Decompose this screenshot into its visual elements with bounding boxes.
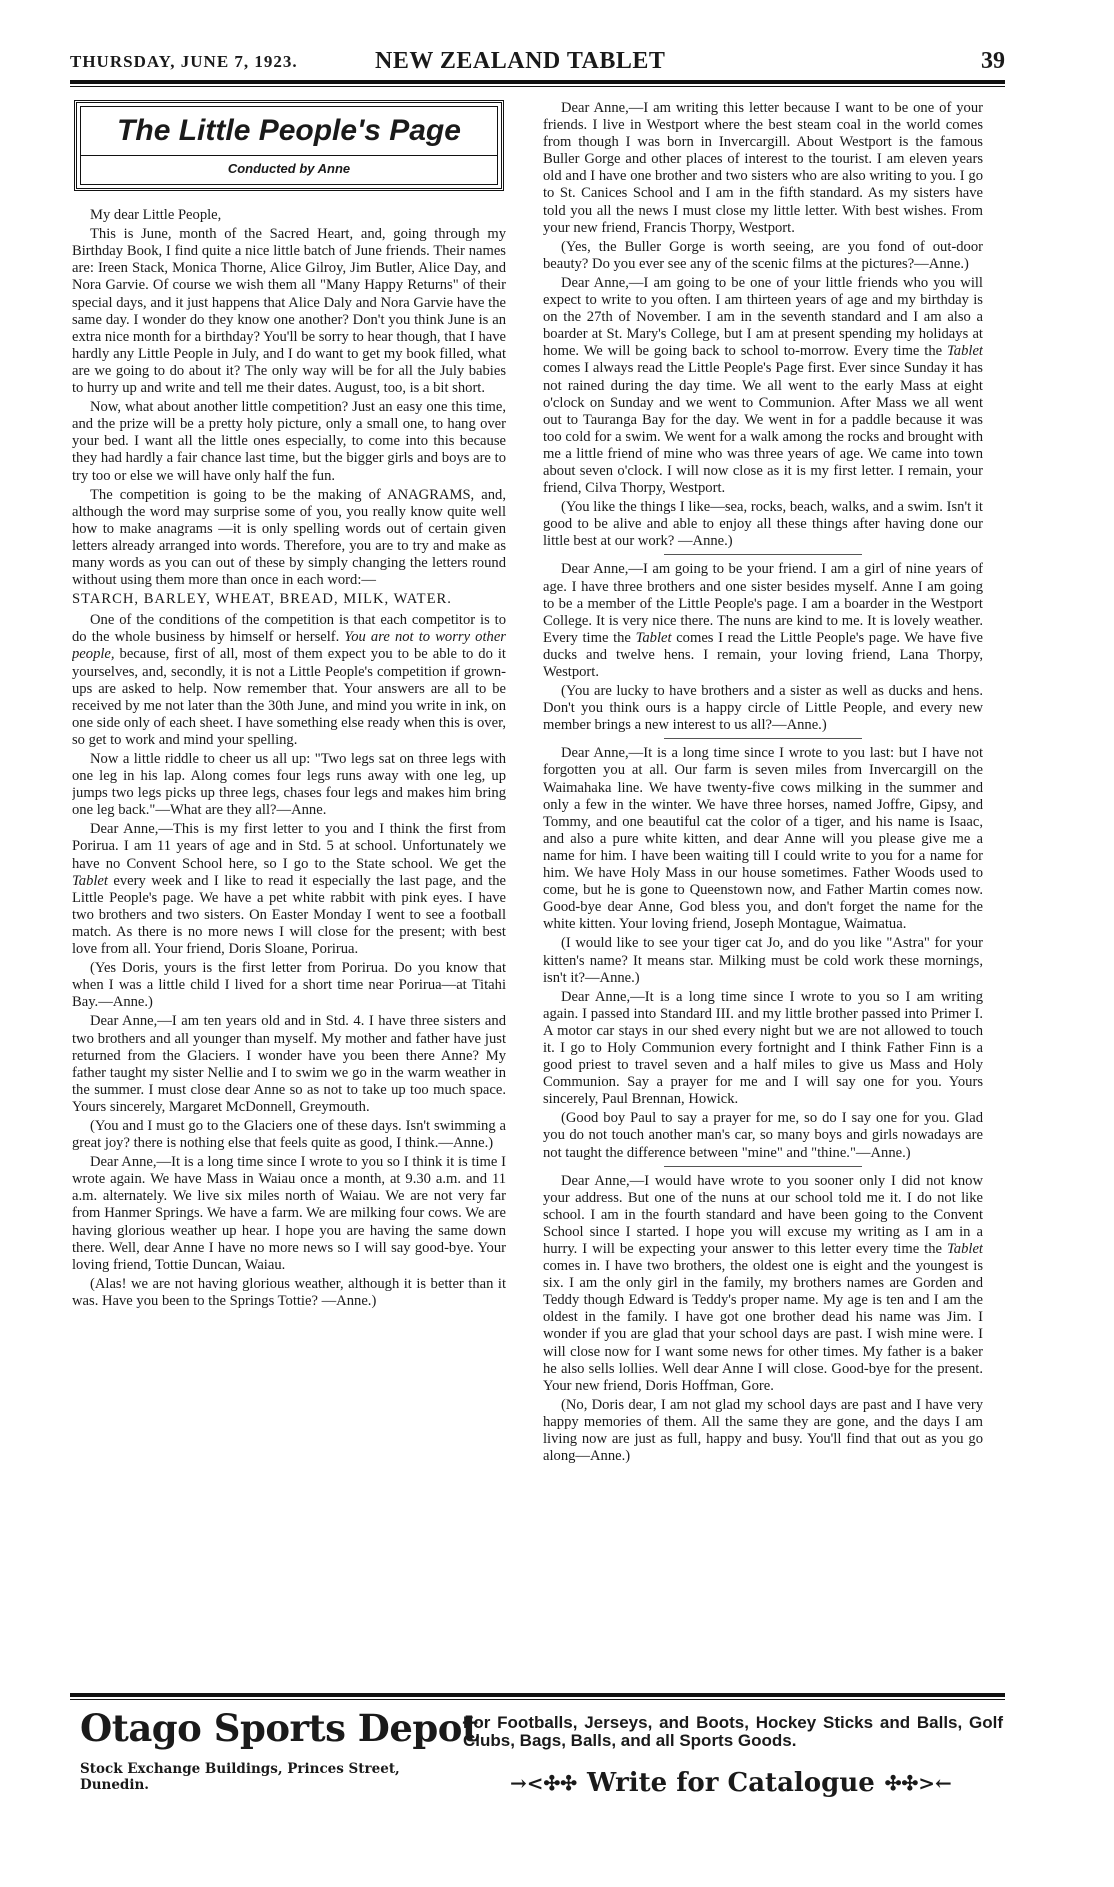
- reply: (You like the things I like—sea, rocks, beach, walks, and a swim. Isn't it good to be alive and able to enjoy all these things after having done our little best at our work? —Anne.): [543, 499, 983, 550]
- letter: Dear Anne,—It is a long time since I wrote to you so I am writing again. I passed into Standard III. and my little brother passed into Primer I. A motor car stays in our shed every night but we are not allowed to touch it. I go to Holy Communion every fortnight and I think Father Finn is a good priest to travel seven and a half miles to give us Mass and Holy Communion. Say a prayer for me and I will say one for you. Yours sincerely, Paul Brennan, Howick.: [543, 988, 983, 1108]
- advertiser-name: Otago Sports Depot: [80, 1706, 479, 1750]
- ornament-left-icon: →<✣✣: [510, 1771, 578, 1795]
- reply: (Alas! we are not having glorious weather, although it is better than it was. Have you been to the Springs Tottie? —Anne.): [72, 1275, 506, 1309]
- letter: Dear Anne,—It is a long time since I wrote to you so I think it is time I wrote again. We have Mass in Waiau once a month, at 9.30 a.m. and 11 a.m. alternately. We live six miles north of Waiau. We are not very far from Hanmer Springs. We have a farm. We are milking four cows. We are having glorious weather up hear. I hope you are having the same down there. Well, dear Anne I have no more news so I will say good-bye. Your loving friend, Tottie Duncan, Waiau.: [72, 1154, 506, 1273]
- riddle-paragraph: Now a little riddle to cheer us all up: "Two legs sat on three legs with one leg in his lap. Along comes four legs runs away with one leg, up jumps two legs picks up three legs, chases four legs and makes him bring one leg back."—What are they all?—Anne.: [72, 751, 506, 819]
- letter: Dear Anne,—This is my first letter to you and I think the first from Porirua. I am 11 years of age and in Std. 5 at school. Unfortunately we have no Convent School here, so I go to the State school. We get the Tablet every week and I like to read it especially the last page, and the Little People's page. We have a pet white rabbit with pink eyes. I have two brothers and two sisters. On Easter Monday I went to see a football match. As there is no more news I will close for the present; with best love from all. Your friend, Doris Sloane, Porirua.: [72, 821, 506, 958]
- catalogue-call-to-action: [510, 1768, 952, 1798]
- letter: Dear Anne,—I am ten years old and in Std. 4. I have three sisters and two brothers and all younger than myself. My mother and father have just returned from the Glaciers. I wonder have you been there Anne? My father taught my sister Nellie and I to swim we go in the warm weather in the summer. I must close dear Anne so as not to take up too much space. Yours sincerely, Margaret McDonnell, Greymouth.: [72, 1013, 506, 1115]
- advertiser-address: Stock Exchange Buildings, Princes Street, Dunedin.: [80, 1761, 400, 1793]
- header-rule-thin: [70, 86, 1005, 87]
- anagram-words: STARCH, BARLEY, WHEAT, BREAD, MILK, WATER.: [72, 591, 452, 608]
- left-column: [72, 100, 506, 1680]
- paragraph: The competition is going to be the making of ANAGRAMS, and, although the word may surprise some of you, you really know quite well how to make anagrams —it is only spelling words out of certain given letters already arranged into words. Therefore, you are to try and make as many words as you can out of these by simply changing the letters round without using them more than once in each word:—: [72, 486, 506, 589]
- right-column: [543, 100, 983, 1720]
- reply: (You are lucky to have brothers and a sister as well as ducks and hens. Don't you think ours is a happy circle of Little People, and every new member brings a new interest to us all?—Anne.): [543, 683, 983, 734]
- issue-date: THURSDAY, JUNE 7, 1923.: [70, 52, 298, 71]
- divider: [664, 1166, 862, 1167]
- advertisement-description: For Footballs, Jerseys, and Boots, Hockey Sticks and Balls, Golf Clubs, Bags, Balls, and all Sports Goods.: [463, 1713, 1003, 1750]
- reply: (I would like to see your tiger cat Jo, and do you like "Astra" for your kitten's name? It means star. Milking must be cold work these mornings, isn't it?—Anne.): [543, 935, 983, 986]
- reply: (You and I must go to the Glaciers one of these days. Isn't swimming a great joy? there is nothing else that feels quite as good, I think.—Anne.): [72, 1117, 506, 1152]
- page-subtitle: Conducted by Anne: [227, 161, 351, 176]
- header-rule: [70, 80, 1005, 84]
- ad-rule: [70, 1693, 1005, 1697]
- letter: Dear Anne,—I am writing this letter because I want to be one of your friends. I live in Westport where the best steam coal in the world comes from though I was born in Invercargill. About Westport is the famous Buller Gorge and other places of interest to the tourist. I am eleven years old and I have one brother and two sisters who are also writing to you. I go to St. Canices School and I am in the fifth standard. As my sisters have told you all the news I must close my little letter. With best wishes. From your new friend, Francis Thorpy, Westport.: [543, 100, 983, 236]
- salutation: My dear Little People,: [90, 207, 222, 224]
- page-title-box: [74, 100, 504, 191]
- letter: Dear Anne,—I would have wrote to you sooner only I did not know your address. But one of the nuns at our school told me it. I do not like school. I am in the fourth standard and have been going to the Convent School since I started. I hope you will excuse my writing as I am in a hurry. I will be expecting your answer to this letter every time the Tablet comes in. I have two brothers, the oldest one is eight and the youngest is six. I am the only girl in the family, my brothers names are Gorden and Teddy though Edward is Teddy's proper name. My age is ten and I am the oldest in the family. I have got one brother dead his name was Jim. I wonder if you are glad that your school days are past. I wish mine were. I will close now for I want some news for other times. My father is a baker he also sells lollies. Well dear Anne I will close. Good-bye for the present. Your new friend, Doris Hoffman, Gore.: [543, 1172, 983, 1394]
- divider: [664, 554, 862, 555]
- divider: [664, 738, 862, 739]
- advertisement: [70, 1706, 1005, 1816]
- paragraph: One of the conditions of the competition is that each competitor is to do the whole business by himself or herself. You are not to worry other people, because, first of all, most of them expect you to be able to do it yourselves, and, secondly, it is not a Little People's competition if grown-ups are asked to help. Now remember that. Your answers are all to be received by me not later than the 30th June, and mind you write in ink, on one side only of each sheet. I have something else ready when this is over, so get to work and mind your spelling.: [72, 612, 506, 748]
- catalogue-text: Write for Catalogue: [587, 1768, 875, 1798]
- page-title: The Little People's Page: [117, 114, 461, 147]
- letter: Dear Anne,—It is a long time since I wrote to you last: but I have not forgotten you at all. Our farm is seven miles from Invercargill on the Waimahaka line. We have twenty-five cows milking in the summer and only a few in the winter. We have three horses, named Joffre, Gipsy, and Tommy, and one beautiful cat the color of a tiger, and his name is Isaac, and also a pure white kitten, and dear Anne will you please give me a name for him. I have been waiting till I could write to you for a name for him. We have Holy Mass in our house sometimes. Father Woods used to come, but he is gone to Queenstown now, and Father Martin comes now. Good-bye dear Anne, God bless you, and don't forget the name for the white kitten. Your loving friend, Joseph Montague, Waimatua.: [543, 745, 983, 933]
- ad-rule-thin: [70, 1699, 1005, 1700]
- reply: (Good boy Paul to say a prayer for me, so do I say one for you. Glad you do not touch another man's car, so many boys and girls nowadays are not taught the difference between "mine" and "thine."—Anne.): [543, 1110, 983, 1161]
- letter: Dear Anne,—I am going to be your friend. I am a girl of nine years of age. I have three brothers and one sister besides myself. Anne I am going to be a member of the Little People's page. I am a boarder in the Westport College. It is very nice there. The nuns are kind to me. It is lovely weather. Every time the Tablet comes I read the Little People's page. We have five ducks and twelve hens. I remain, your loving friend, Lana Thorpy, Westport.: [543, 561, 983, 680]
- reply: (Yes Doris, yours is the first letter from Porirua. Do you know that when I was a little child I lived for a short time near Porirua—at Titahi Bay.—Anne.): [72, 960, 506, 1011]
- reply: (No, Doris dear, I am not glad my school days are past and I have very happy memories of them. All the same they are gone, and the days I am living now are just as full, happy and busy. You'll find that out as you go along—Anne.): [543, 1396, 983, 1465]
- reply: (Yes, the Buller Gorge is worth seeing, are you fond of out-door beauty? Do you ever see any of the scenic films at the pictures?—Anne.): [543, 238, 983, 272]
- paragraph: Now, what about another little competition? Just an easy one this time, and the prize will be a pretty holy picture, only a small one, to hang over your bed. I want all the little ones especially, to come into this because they had hardly a fair chance last time, but the bigger girls and boys are to try too or else we will have only half the fun.: [72, 399, 506, 484]
- paragraph: This is June, month of the Sacred Heart, and, going through my Birthday Book, I find quite a nice little batch of June friends. Their names are: Ireen Stack, Monica Thorne, Alice Gilroy, Jim Butler, Alice Day, and Nora Garvie. Of course we wish them all "Many Happy Returns" of their special days, and it just happens that Alice Daly and Nora Garvie have the same day. I wonder do they know one another? Don't you think June is an extra nice month for a birthday? You'll be sorry to hear though, that I have hardly any Little People in July, and I do want to get my book filled, what are we going to do about it? The only way will be for all the July babies to hurry up and write and tell me their dates. August, too, is a bit short.: [72, 226, 506, 397]
- publication-title: NEW ZEALAND TABLET: [375, 48, 666, 74]
- letter: Dear Anne,—I am going to be one of your little friends who you will expect to write to you often. I am thirteen years of age and my birthday is on the 27th of November. I am in the seventh standard and I am also a boarder at St. Mary's College, but I am at present spending my holidays at home. We will be going back to school to-morrow. Every time the Tablet comes I always read the Little People's Page first. Ever since Sunday it has not rained during the day time. We all went to the early Mass at eight o'clock on Sunday and we went to Communion. After Mass we all went out to Tauranga Bay for the day. We went in for a paddle because it was too cold for a swim. We went for a walk among the rocks and brought with me a little friend of mine who was three years of age. We came into town about seven o'clock. I will now close as it is my first letter. I remain, your friend, Cilva Thorpy, Westport.: [543, 274, 983, 497]
- page-number: 39: [981, 48, 1005, 74]
- masthead: [70, 48, 1005, 78]
- ornament-right-icon: ✣✣>←: [884, 1771, 952, 1795]
